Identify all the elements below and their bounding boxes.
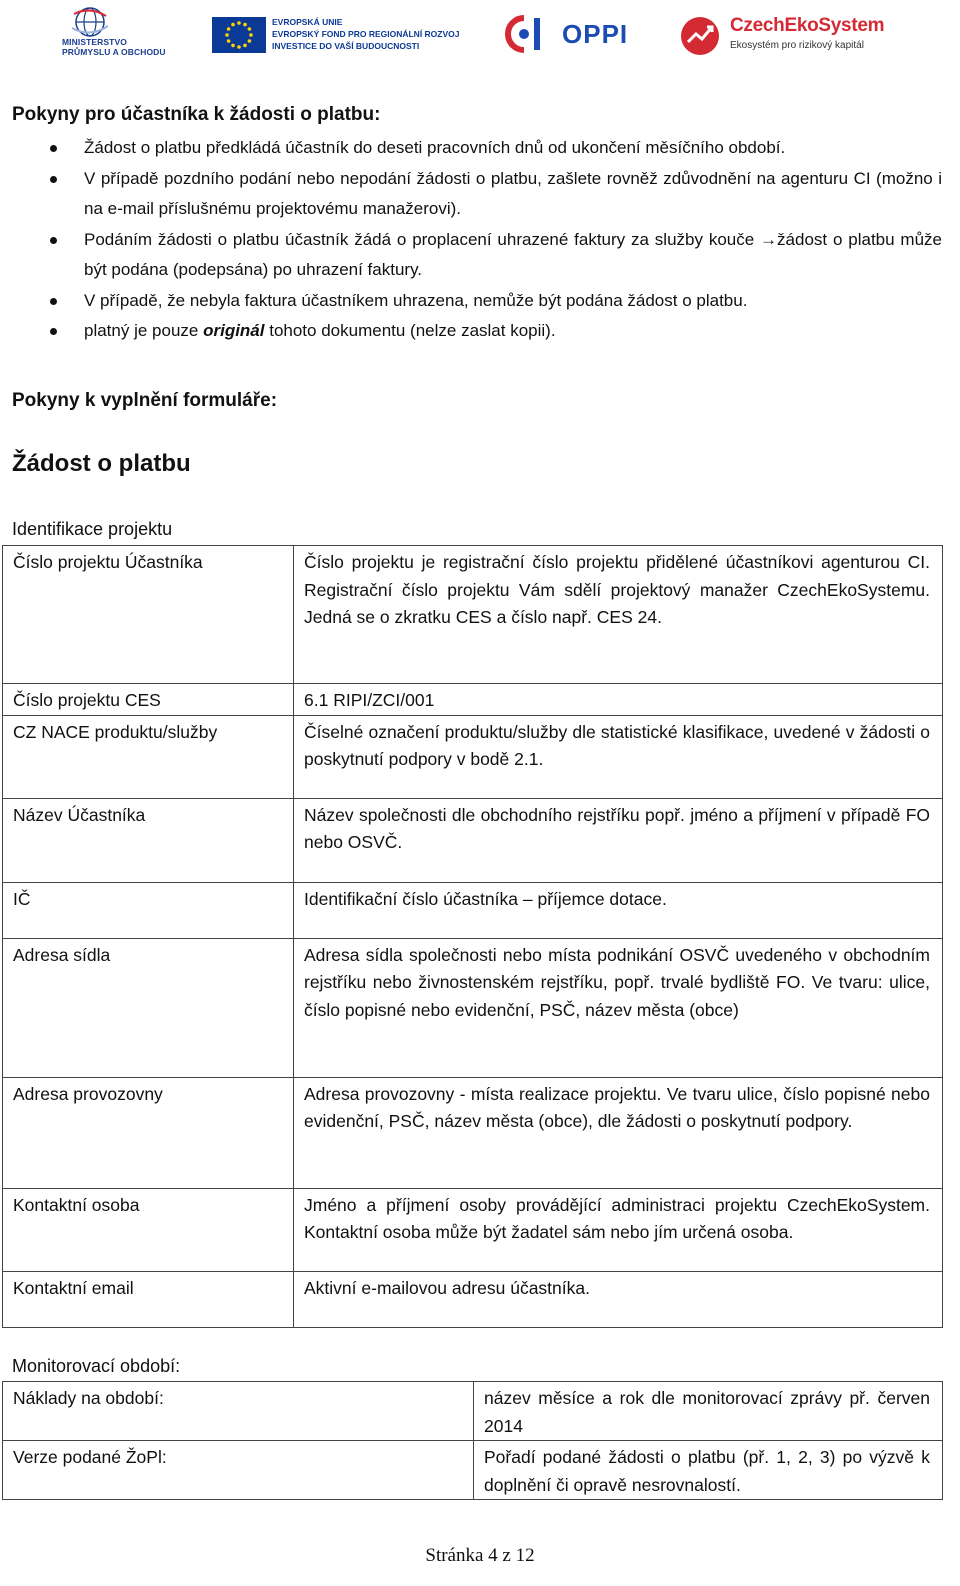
field-label: IČ	[3, 882, 294, 938]
eu-logo-line2: EVROPSKÝ FOND PRO REGIONÁLNÍ ROZVOJ	[272, 29, 460, 39]
oppi-logo	[504, 14, 639, 54]
table-row	[3, 1382, 943, 1441]
field-description: Adresa sídla společnosti nebo místa podnikání OSVČ uvedeného v obchodním rejstříku nebo živnostenském rejstříku, popř. trvalé bydliště FO. Ve tvaru: ulice, číslo popisné nebo evidenční, PSČ, název města (obce)	[294, 938, 943, 1077]
oppi-mark-icon	[504, 14, 556, 54]
table-row	[3, 938, 943, 1077]
field-description: Identifikační číslo účastníka – příjemce dotace.	[294, 882, 943, 938]
field-label: Kontaktní email	[3, 1271, 294, 1327]
eu-logo-line3: INVESTICE DO VAŠÍ BUDOUCNOSTI	[272, 41, 420, 51]
field-description: Aktivní e-mailovou adresu účastníka.	[294, 1271, 943, 1327]
table-row	[3, 684, 943, 716]
field-label: Verze podané ŽoPl:	[3, 1441, 474, 1500]
instruction-emphasis: originál	[203, 321, 265, 340]
eu-flag-icon	[212, 17, 266, 53]
field-label: CZ NACE produktu/služby	[3, 715, 294, 798]
field-description: 6.1 RIPI/ZCI/001	[294, 684, 943, 716]
instructions-list	[12, 133, 942, 347]
czechekosystem-logo	[678, 12, 888, 58]
instruction-prefix: platný je pouze	[84, 321, 204, 340]
instructions-title: Pokyny pro účastníka k žádosti o platbu:	[12, 104, 381, 125]
instruction-item	[12, 316, 942, 347]
ces-mark-icon	[678, 12, 724, 58]
field-description: Název společnosti dle obchodního rejstříku popř. jméno a příjmení v případě FO nebo OSVČ.	[294, 798, 943, 882]
field-description: název měsíce a rok dle monitorovací zprávy př. červen 2014	[474, 1382, 943, 1441]
field-description: Číselné označení produktu/služby dle statistické klasifikace, uvedené v žádosti o poskytnutí podpory v bodě 2.1.	[294, 715, 943, 798]
table-row	[3, 882, 943, 938]
ces-logo-subtitle: Ekosystém pro rizikový kapitál	[730, 40, 864, 51]
table-row	[3, 1077, 943, 1188]
field-description: Pořadí podané žádosti o platbu (př. 1, 2, 3) po výzvě k doplnění či opravě nesrovnalostí.	[474, 1441, 943, 1500]
header-logos	[0, 0, 960, 70]
instruction-item: V případě, že nebyla faktura účastníkem uhrazena, nemůže být podána žádost o platbu.	[12, 286, 942, 317]
field-description: Adresa provozovny - místa realizace projektu. Ve tvaru ulice, číslo popisné nebo evidenční, PSČ, název města (obce), dle žádosti o poskytnutí podpory.	[294, 1077, 943, 1188]
field-label: Náklady na období:	[3, 1382, 474, 1441]
project-identification-table	[2, 545, 943, 1328]
ces-logo-title: CzechEkoSystem	[730, 15, 885, 36]
field-label: Číslo projektu Účastníka	[3, 546, 294, 684]
field-label: Adresa provozovny	[3, 1077, 294, 1188]
project-identification-heading: Identifikace projektu	[12, 519, 173, 539]
table-row	[3, 546, 943, 684]
instruction-item: Žádost o platbu předkládá účastník do deseti pracovních dnů od ukončení měsíčního období.	[12, 133, 942, 164]
field-label: Adresa sídla	[3, 938, 294, 1077]
eu-logo	[210, 13, 470, 57]
form-instructions-title: Pokyny k vyplnění formuláře:	[12, 390, 278, 411]
mpo-logo	[58, 4, 178, 62]
instruction-item: Podáním žádosti o platbu účastník žádá o proplacení uhrazené faktury za služby kouče →žádost o platbu může být podána (podepsána) po uhrazení faktury.	[12, 225, 942, 286]
monitoring-period-table	[2, 1381, 943, 1500]
field-description: Jméno a příjmení osoby provádějící administraci projektu CzechEkoSystem. Kontaktní osoba může být žadatel sám nebo jím určená osoba.	[294, 1188, 943, 1271]
monitoring-period-heading: Monitorovací období:	[12, 1356, 181, 1376]
page-number: Stránka 4 z 12	[425, 1545, 535, 1566]
instruction-item: V případě pozdního podání nebo nepodání žádosti o platbu, zašlete rovněž zdůvodnění na agenturu CI (možno i na e-mail příslušnému projektovému manažerovi).	[12, 164, 942, 225]
oppi-logo-text: OPPI	[562, 19, 629, 49]
field-label: Kontaktní osoba	[3, 1188, 294, 1271]
mpo-logo-text: MINISTERSTVO PRŮMYSLU A OBCHODU	[62, 37, 166, 57]
field-label: Název Účastníka	[3, 798, 294, 882]
form-title: Žádost o platbu	[12, 450, 191, 477]
table-row	[3, 715, 943, 798]
table-row	[3, 1441, 943, 1500]
table-row	[3, 798, 943, 882]
mpo-globe-icon	[60, 4, 120, 38]
instruction-suffix: tohoto dokumentu (nelze zaslat kopii).	[264, 321, 556, 340]
field-description: Číslo projektu je registrační číslo projektu přidělené účastníkovi agenturou CI. Registrační číslo projektu Vám sdělí projektový manažer CzechEkoSystemu. Jedná se o zkratku CES a číslo např. CES 24.	[294, 546, 943, 684]
field-label: Číslo projektu CES	[3, 684, 294, 716]
table-row	[3, 1271, 943, 1327]
table-row	[3, 1188, 943, 1271]
eu-logo-line1: EVROPSKÁ UNIE	[272, 17, 343, 27]
